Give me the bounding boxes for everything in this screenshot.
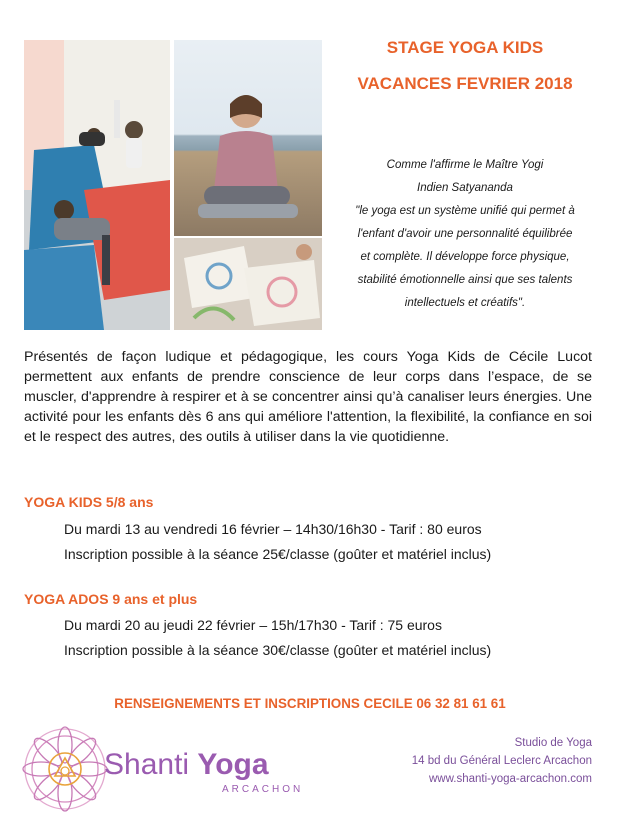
studio-website-link[interactable]: www.shanti-yoga-arcachon.com [429, 773, 592, 785]
quote-line: intellectuels et créatifs". [404, 297, 526, 309]
quote-intro-line: Indien Satyananda [417, 182, 513, 194]
quote-text [330, 200, 600, 315]
brand-name [104, 748, 269, 782]
yoga-ados-pricing: Inscription possible à la séance 30€/classe (goûter et matériel inclus) [64, 642, 492, 658]
lotus-mandala-icon [20, 724, 110, 814]
yoga-kids-pricing: Inscription possible à la séance 25€/classe (goûter et matériel inclus) [64, 546, 492, 562]
quote-line: stabilité émotionnelle ainsi que ses talents [357, 274, 573, 286]
quote-intro [330, 154, 600, 200]
studio-address: 14 bd du Général Leclerc Arcachon [411, 755, 592, 767]
yoga-kids-schedule: Du mardi 13 au vendredi 16 février – 14h30/16h30 - Tarif : 80 euros [64, 521, 482, 537]
description-paragraph: Présentés de façon ludique et pédagogique, les cours Yoga Kids de Cécile Lucot permettent aux enfants de prendre conscience de leur corps dans l’espace, de se muscler, d'apprendre à respirer et à se concentrer ainsi qu’à canaliser leurs énergies. Une activité pour les enfants dès 6 ans qui améliore l'attention, la flexibilité, la confiance en soi et le respect des autres, des outils à utiliser dans la vie quotidienne. [24, 349, 592, 445]
studio-name: Studio de Yoga [514, 737, 592, 749]
quote-line: et complète. Il développe force physique, [360, 251, 570, 263]
teacher-illustration [174, 40, 322, 236]
yoga-kids-title: YOGA KIDS 5/8 ans [24, 494, 154, 510]
quote-line: "le yoga est un système unifié qui permet à [355, 205, 575, 217]
drawings-illustration [174, 238, 322, 330]
photo-children-drawings [174, 238, 322, 330]
kids-yoga-illustration [24, 40, 170, 330]
quote-intro-line: Comme l'affirme le Maître Yogi [386, 159, 544, 171]
page-subtitle: VACANCES FEVRIER 2018 [357, 74, 573, 93]
page-title: STAGE YOGA KIDS [386, 38, 544, 57]
brand-word-shanti: Shanti [104, 748, 190, 781]
yoga-ados-schedule: Du mardi 20 au jeudi 22 février – 15h/17h30 - Tarif : 75 euros [64, 617, 442, 633]
brand-word-yoga: Yoga [197, 748, 269, 781]
brand-city: ARCACHON [222, 784, 304, 795]
yoga-ados-title: YOGA ADOS 9 ans et plus [24, 591, 198, 607]
quote-line: l'enfant d'avoir une personnalité équilibrée [357, 228, 573, 240]
photo-teacher-meditating [174, 40, 322, 236]
contact-line: RENSEIGNEMENTS ET INSCRIPTIONS CECILE 06 32 81 61 61 [114, 696, 506, 711]
photo-kids-yoga [24, 40, 170, 330]
